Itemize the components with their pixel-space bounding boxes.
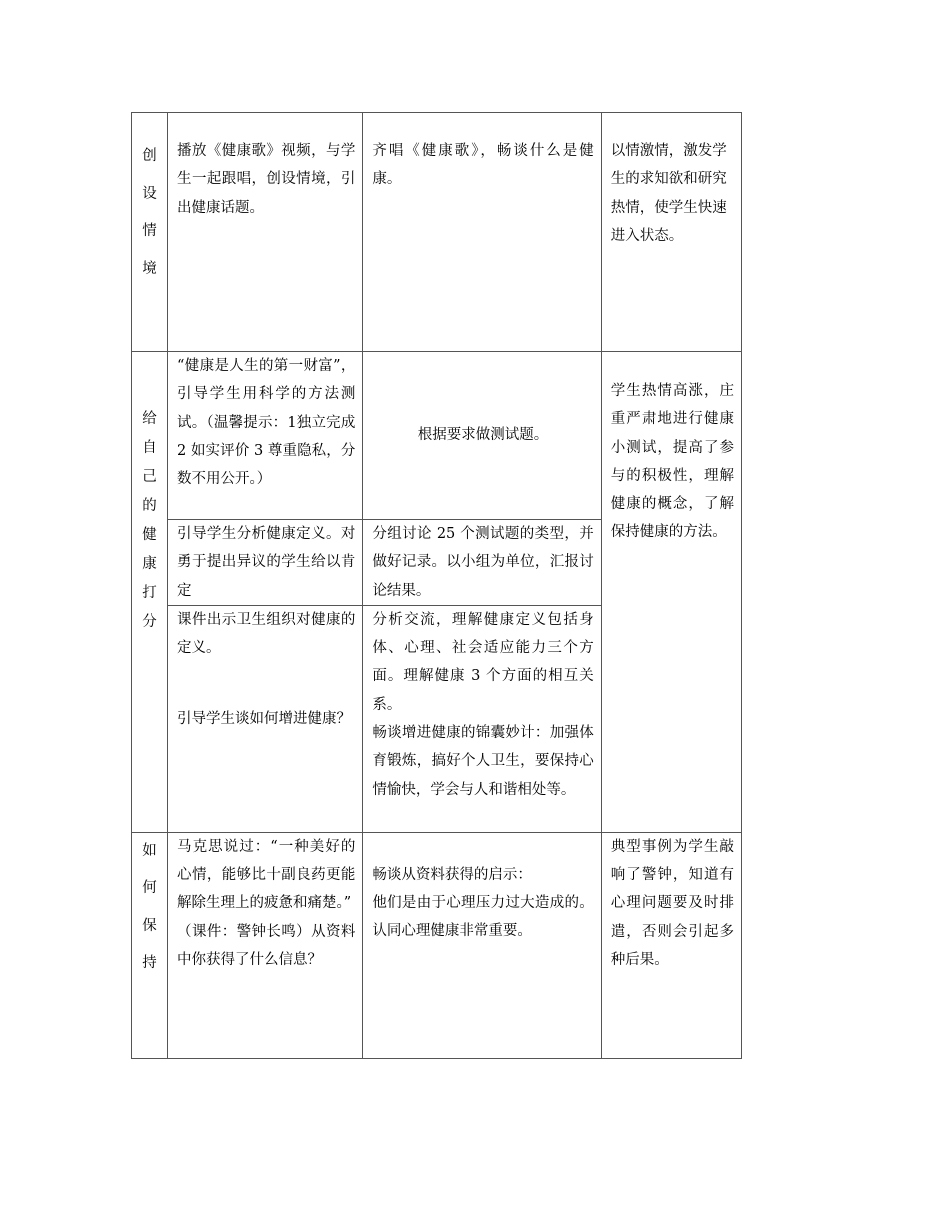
- section-label-char: 打: [142, 585, 157, 601]
- teacher-activity-cell: [168, 520, 363, 606]
- section-label-char: 给: [142, 411, 157, 427]
- student-activity-followup: 他们是由于心理压力过大造成的。认同心理健康非常重要。: [372, 895, 594, 940]
- table-row: [132, 352, 742, 520]
- section-label-char: 如: [142, 842, 157, 859]
- student-activity-followup: 畅谈增进健康的锦囊妙计：加强体育锻炼，搞好个人卫生，要保持心情愉快，学会与人和谐相处等。: [372, 725, 594, 798]
- teacher-activity-cell: [168, 113, 363, 352]
- design-intent-cell: [601, 352, 741, 833]
- section-label: [132, 113, 168, 352]
- section-label-text: [132, 352, 167, 637]
- section-label-char: 创: [142, 148, 157, 164]
- teacher-activity: 课件出示卫生组织对健康的定义。: [177, 611, 356, 657]
- student-activity-cell: [363, 605, 601, 832]
- teacher-activity: “健康是人生的第一财富”，引导学生用科学的方法测试。（温馨提示：1独立完成 2 如实评价 3 尊重隐私，分数不用公开。）: [177, 358, 356, 488]
- section-label-char: 的: [142, 498, 157, 514]
- student-activity: 畅谈从资料获得的启示：: [372, 866, 532, 883]
- teacher-activity: 引导学生分析健康定义。对勇于提出异议的学生给以肯定: [177, 526, 356, 599]
- student-activity-cell: [363, 832, 601, 1058]
- teacher-activity-cell: [168, 605, 363, 832]
- student-activity: 齐唱《健康歌》，畅谈什么是健康。: [372, 143, 594, 188]
- student-activity-cell: [363, 113, 601, 352]
- teacher-activity: 马克思说过：“一种美好的心情，能够比十副良药更能解除生理上的疲惫和痛楚。” （课件：警钟长鸣）从资料中你获得了什么信息？: [177, 838, 356, 969]
- section-label-char: 康: [142, 556, 157, 572]
- teacher-activity-cell: [168, 352, 363, 520]
- section-label-char: 设: [142, 185, 157, 202]
- design-intent: 学生热情高涨，庄重严肃地进行健康小测试，提高了参与的积极性，理解健康的概念，了解保持健康的方法。: [610, 383, 734, 541]
- section-label-text: [132, 833, 167, 983]
- table-row: [132, 832, 742, 1058]
- student-activity-cell: [363, 352, 601, 520]
- design-intent-cell: [601, 113, 741, 352]
- section-label-text: [132, 113, 167, 288]
- teacher-activity: 播放《健康歌》视频，与学生一起跟唱，创设情境，引出健康话题。: [177, 143, 356, 216]
- section-label-char: 境: [142, 260, 157, 277]
- section-label-char: 保: [142, 917, 157, 934]
- design-intent: 以情激情，激发学生的求知欲和研究热情，使学生快速进入状态。: [610, 143, 727, 244]
- student-activity: 分组讨论 25 个测试题的类型，并做好记录。以小组为单位，汇报讨论结果。: [372, 526, 594, 599]
- section-label: [132, 832, 168, 1058]
- section-label-char: 健: [142, 527, 157, 543]
- section-label-char: 分: [142, 614, 157, 630]
- teacher-activity-cell: [168, 832, 363, 1058]
- design-intent-cell: [601, 832, 741, 1058]
- section-label: [132, 352, 168, 833]
- section-label-char: 自: [142, 440, 157, 456]
- section-label-char: 己: [142, 469, 157, 485]
- student-activity-cell: [363, 520, 601, 606]
- section-label-char: 情: [142, 223, 157, 239]
- table-row: [132, 113, 742, 352]
- section-label-char: 持: [142, 955, 157, 972]
- teacher-activity-followup: 引导学生谈如何增进健康？: [177, 711, 352, 728]
- student-activity: 分析交流，理解健康定义包括身体、心理、社会适应能力三个方面。理解健康 3 个方面的相互关系。: [372, 611, 594, 713]
- student-activity: 根据要求做测试题。: [417, 427, 549, 444]
- design-intent: 典型事例为学生敲响了警钟，知道有心理问题要及时排遣，否则会引起多种后果。: [610, 838, 734, 969]
- section-label-char: 何: [142, 880, 157, 897]
- lesson-plan-table: [131, 112, 742, 1059]
